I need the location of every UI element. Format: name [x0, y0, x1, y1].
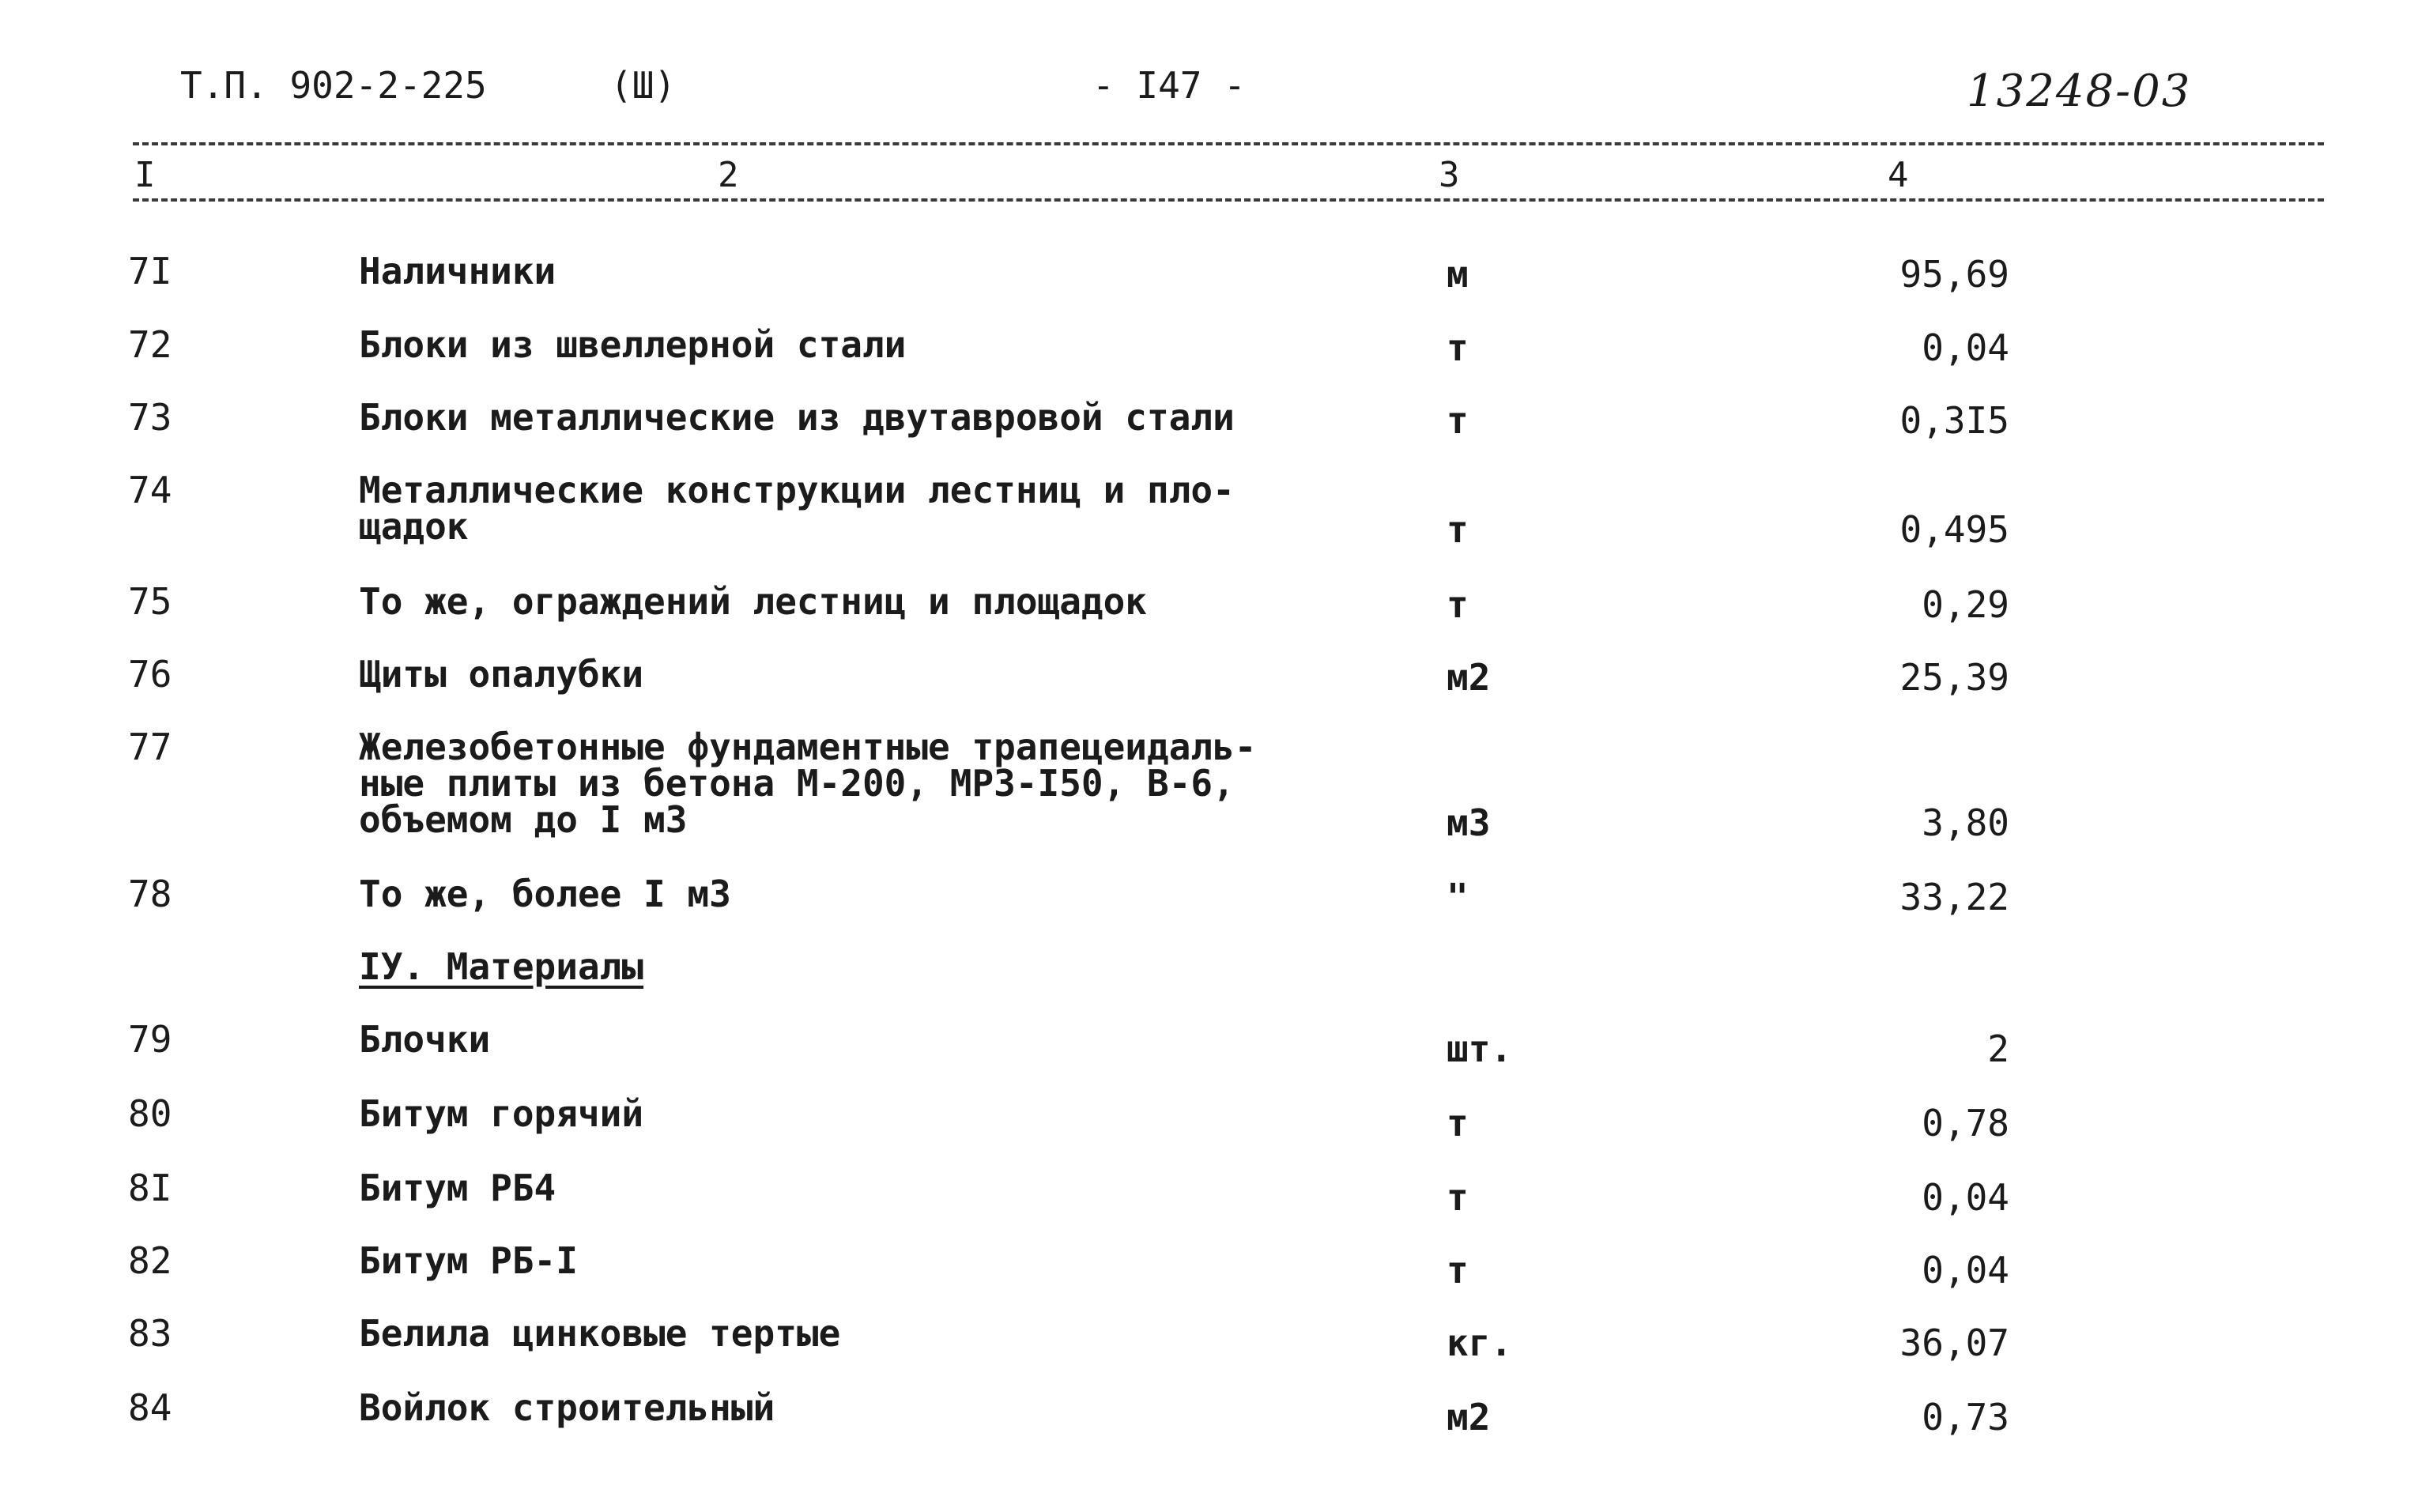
item-name: Блоки из швеллерной стали: [359, 323, 907, 366]
row-number: 7I: [128, 250, 172, 292]
unit-cell: шт.: [1447, 1027, 1513, 1070]
item-name: Железобетонные фундаментные трапецеидаль- ные плиты из бетона М-200, МРЗ-I50, В-6, объемом до I м3: [359, 726, 1257, 841]
quantity-cell: 95,69: [1899, 253, 2009, 296]
column-header-3: 3: [1439, 155, 1460, 195]
unit-cell: ": [1447, 876, 1469, 918]
item-name: Белила цинковые тертые: [359, 1312, 841, 1355]
row-number: 78: [128, 873, 172, 915]
row-number: 72: [128, 323, 172, 366]
row-number: 77: [128, 726, 172, 768]
quantity-cell: 0,04: [1922, 1249, 2009, 1291]
unit-cell: т: [1447, 399, 1469, 442]
item-name: Битум РБ4: [359, 1167, 556, 1209]
unit-cell: т: [1447, 583, 1469, 626]
item-name: Щиты опалубки: [359, 653, 644, 696]
item-name: Наличники: [359, 250, 556, 292]
unit-cell: т: [1447, 1102, 1469, 1144]
row-number: 73: [128, 396, 172, 439]
row-number: 83: [128, 1312, 172, 1355]
row-number: 74: [128, 469, 172, 511]
item-name: Металлические конструкции лестниц и пло- щадок: [359, 469, 1235, 548]
row-number: 76: [128, 653, 172, 696]
row-number: 84: [128, 1386, 172, 1429]
quantity-cell: 0,04: [1922, 326, 2009, 369]
quantity-cell: 2: [1987, 1027, 2009, 1070]
item-name: То же, более I м3: [359, 873, 731, 915]
section-mark: (Ш): [610, 64, 677, 107]
column-header-4: 4: [1888, 155, 1909, 195]
item-name: Блоки металлические из двутавровой стали: [359, 396, 1235, 439]
item-name: Блочки: [359, 1018, 491, 1061]
column-header-1: I: [134, 155, 156, 195]
row-number: 79: [128, 1018, 172, 1061]
section-title: IУ. Материалы: [359, 945, 644, 988]
quantity-cell: 0,495: [1899, 508, 2009, 551]
item-name: Битум РБ-I: [359, 1239, 578, 1282]
unit-cell: м3: [1447, 801, 1491, 844]
document-code: Т.П. 902-2-225: [180, 64, 487, 107]
document-number: 13248-03: [1967, 66, 2192, 117]
unit-cell: кг.: [1447, 1322, 1513, 1364]
quantity-cell: 0,3I5: [1899, 399, 2009, 442]
quantity-cell: 25,39: [1899, 656, 2009, 699]
page-number: - I47 -: [1092, 64, 1246, 107]
quantity-cell: 0,29: [1922, 583, 2009, 626]
quantity-cell: 0,78: [1922, 1102, 2009, 1144]
item-name: Битум горячий: [359, 1092, 644, 1135]
quantity-cell: 0,04: [1922, 1176, 2009, 1219]
unit-cell: т: [1447, 1176, 1469, 1219]
unit-cell: м2: [1447, 656, 1491, 699]
quantity-cell: 0,73: [1922, 1396, 2009, 1438]
row-number: 8I: [128, 1167, 172, 1209]
item-name: То же, ограждений лестниц и площадок: [359, 580, 1147, 623]
unit-cell: м2: [1447, 1396, 1491, 1438]
quantity-cell: 33,22: [1899, 876, 2009, 918]
row-number: 75: [128, 580, 172, 623]
unit-cell: т: [1447, 508, 1469, 551]
row-number: 80: [128, 1092, 172, 1135]
unit-cell: т: [1447, 1249, 1469, 1291]
column-header-2: 2: [718, 155, 739, 195]
item-name: Войлок строительный: [359, 1386, 775, 1429]
unit-cell: м: [1447, 253, 1469, 296]
unit-cell: т: [1447, 326, 1469, 369]
table-header-rule: [133, 198, 2324, 202]
quantity-cell: 36,07: [1899, 1322, 2009, 1364]
table-top-rule: [133, 142, 2324, 145]
row-number: 82: [128, 1239, 172, 1282]
quantity-cell: 3,80: [1922, 801, 2009, 844]
